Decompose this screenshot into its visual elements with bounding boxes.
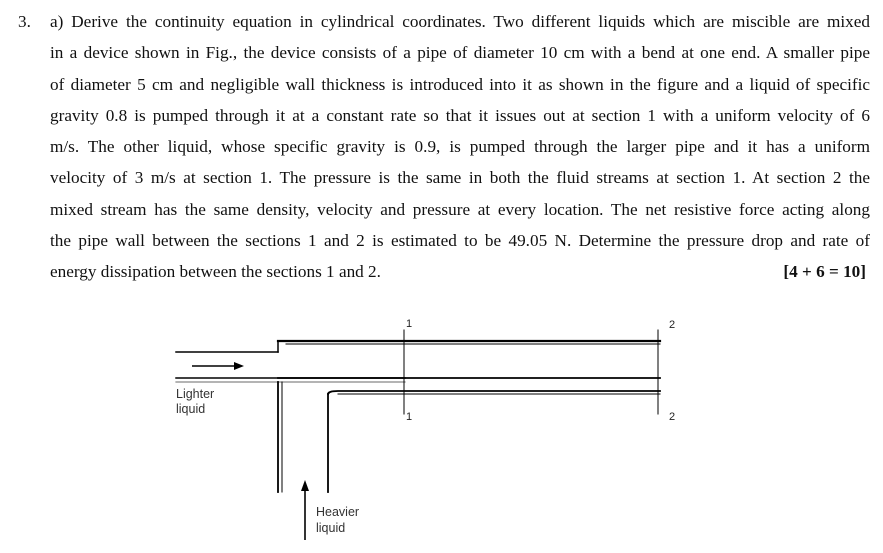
heavier-liquid-label: Heavier	[316, 505, 360, 519]
question-text	[50, 6, 870, 288]
question-number: 3.	[18, 12, 31, 31]
lighter-liquid-label: liquid	[176, 402, 206, 416]
marks-label: [4 + 6 = 10]	[783, 262, 866, 282]
question-line: velocity of 3 m/s at section 1. The pressure is the same in both the fluid streams at section 1. At section 2 the	[50, 168, 870, 188]
heavier-liquid-arrow	[301, 480, 309, 540]
section-2-bottom-label: 2	[669, 411, 676, 423]
heavier-liquid-label: liquid	[316, 521, 346, 535]
question-line: the pipe wall between the sections 1 and 2 is estimated to be 49.05 N. Determine the pressure drop and rate of	[50, 231, 870, 251]
question-line: energy dissipation between the sections 1 and 2.	[50, 262, 381, 282]
lighter-liquid-label: Lighter	[176, 387, 215, 401]
question-line: a) Derive the continuity equation in cylindrical coordinates. Two different liquids which are miscible are mixed	[50, 12, 870, 31]
section-2-top-label: 2	[669, 319, 676, 331]
question-line: of diameter 5 cm and negligible wall thickness is introduced into it as shown in the figure and a liquid of specific	[50, 74, 870, 94]
lighter-liquid-arrow	[192, 362, 244, 370]
question-line: mixed stream has the same density, velocity and pressure at every location. The net resistive force acting along	[50, 199, 870, 219]
question-line: in a device shown in Fig., the device consists of a pipe of diameter 10 cm with a bend at one end. A smaller pipe	[50, 43, 870, 63]
question-line: gravity 0.8 is pumped through it at a constant rate so that it issues out at section 1 with a uniform velocity of 6	[50, 105, 870, 125]
section-1-top-label: 1	[406, 318, 413, 330]
question-block	[18, 6, 870, 288]
mixing-device-figure	[0, 300, 883, 553]
section-1-bottom-label: 1	[406, 411, 413, 423]
question-line-last	[50, 256, 870, 287]
question-line: m/s. The other liquid, whose specific gravity is 0.9, is pumped through the larger pipe and it has a uniform	[50, 137, 870, 157]
